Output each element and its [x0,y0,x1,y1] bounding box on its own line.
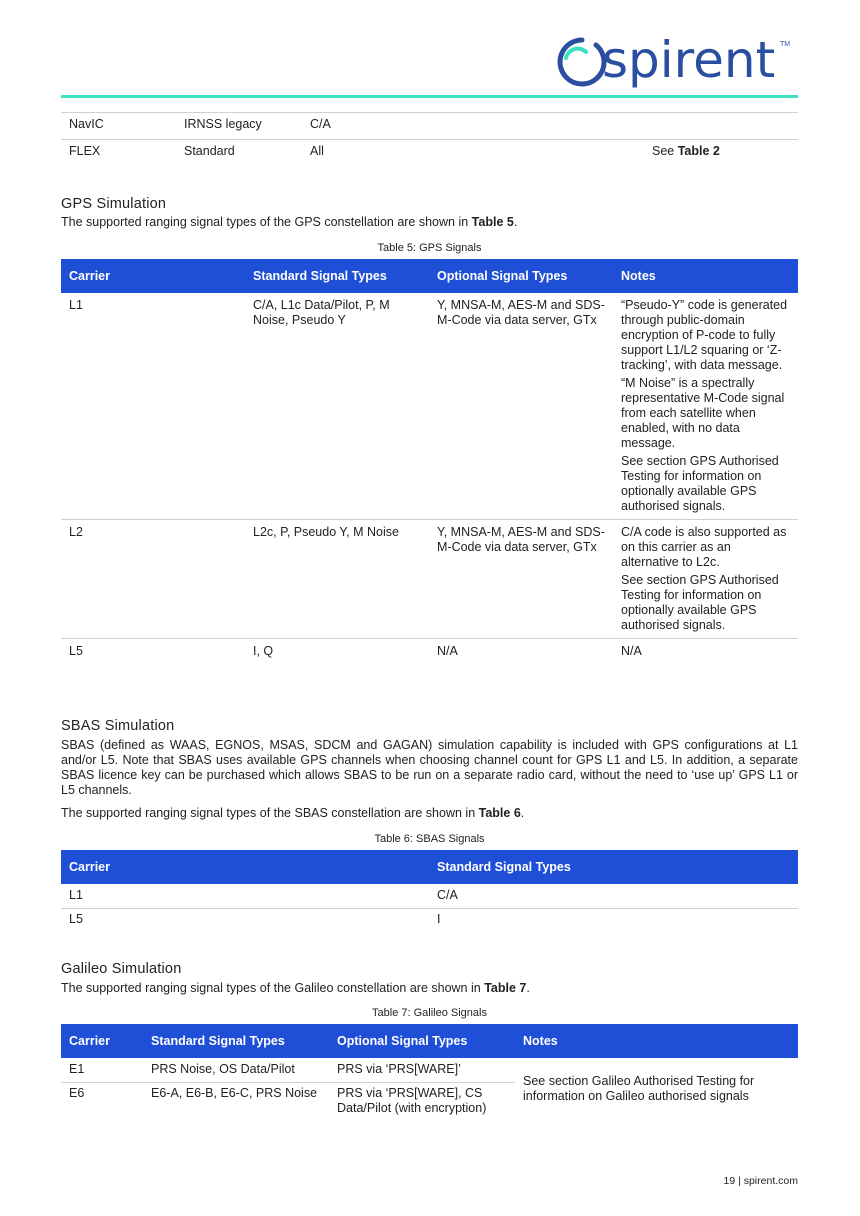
page-header [0,0,860,100]
cell-optional: Y, MNSA-M, AES-M and SDS-M-Code via data server, GTx [429,520,613,639]
cell-carrier: E1 [61,1058,143,1083]
galileo-intro: The supported ranging signal types of the Galileo constellation are shown in Table 7. [61,981,530,995]
table-header-row [61,1024,798,1058]
table-row [61,909,798,933]
cell-note [644,140,798,167]
gps-intro: The supported ranging signal types of the GPS constellation are shown in Table 5. [61,215,518,229]
table-reference: Table 2 [677,144,720,158]
col-optional: Optional Signal Types [329,1024,515,1058]
table-row [61,884,798,909]
trademark-mark: TM [780,41,791,48]
table-row [61,639,798,665]
header-divider [61,95,798,98]
cell-note [644,113,798,140]
sbas-heading: SBAS Simulation [61,718,175,734]
galileo-heading: Galileo Simulation [61,961,182,977]
col-standard: Standard Signal Types [245,259,429,293]
sbas-intro: The supported ranging signal types of the SBAS constellation are shown in Table 6. [61,806,525,820]
cell-system: FLEX [61,140,176,167]
galileo-signals-table [61,1024,798,1121]
table-row [61,293,798,520]
footer-separator: | [738,1175,741,1187]
cell-standard: C/A [429,884,798,909]
table-row [61,140,798,167]
spirent-logo [552,30,797,94]
see-prefix: See [652,144,678,158]
table-row [61,1058,798,1083]
gps-table-caption: Table 5: GPS Signals [377,242,482,254]
col-optional: Optional Signal Types [429,259,613,293]
table-header-row [61,259,798,293]
col-carrier: Carrier [61,1024,143,1058]
cell-signal: All [302,140,644,167]
cell-standard: E6-A, E6-B, E6-C, PRS Noise [151,1086,318,1100]
sbas-table-caption: Table 6: SBAS Signals [374,833,485,845]
page-footer [600,1175,798,1187]
col-carrier: Carrier [61,259,245,293]
cell-carrier: E6 [69,1086,85,1100]
col-notes: Notes [515,1024,798,1058]
cell-standard: I [437,912,441,926]
gps-signals-table [61,259,798,664]
cell-notes: N/A [621,644,642,658]
cell-carrier: L5 [69,912,83,926]
cell-optional: PRS via ‘PRS[WARE]’ [329,1058,515,1083]
gps-heading: GPS Simulation [61,196,167,212]
logo-wordmark: spirent [602,31,776,89]
table-row [61,113,798,140]
cell-notes: “Pseudo-Y” code is generated through public-domain encryption of P-code to fully support L1/L2 squaring or ‘Z-tracking’, with data message. “M Noise” is a spectrally representative M-Code signal from each satellite when enabled, with no data message. See section GPS Authorised Testing for information on optionally available GPS authorised signals. [613,293,798,520]
footer-website: spirent.com [743,1175,798,1187]
table-row [61,520,798,639]
col-standard: Standard Signal Types [429,850,798,884]
galileo-table-caption: Table 7: Galileo Signals [372,1007,487,1019]
cell-standard: PRS Noise, OS Data/Pilot [143,1058,329,1083]
cell-carrier: L1 [61,293,245,520]
cell-signal: C/A [302,113,644,140]
cell-notes: C/A code is also supported as on this carrier as an alternative to L2c. See section GPS Authorised Testing for information on optionally available GPS authorised signals. [613,520,798,639]
page-number: 19 [723,1175,736,1187]
cell-system: NavIC [61,113,176,140]
cell-carrier: L2 [61,520,245,639]
cell-type: IRNSS legacy [176,113,302,140]
sbas-signals-table [61,850,798,932]
cell-carrier: L1 [61,884,429,909]
cell-notes: See section Galileo Authorised Testing for information on Galileo authorised signals [523,1073,755,1103]
col-standard: Standard Signal Types [143,1024,329,1058]
cell-standard: I, Q [253,644,274,658]
col-carrier: Carrier [61,850,429,884]
table-header-row [61,850,798,884]
cell-standard: L2c, P, Pseudo Y, M Noise [245,520,429,639]
cell-optional: PRS via ‘PRS[WARE], CS Data/Pilot (with encryption) [337,1086,487,1115]
cell-optional: N/A [437,644,458,658]
cell-type: Standard [176,140,302,167]
cell-optional: Y, MNSA-M, AES-M and SDS-M-Code via data server, GTx [429,293,613,520]
cell-carrier: L5 [69,644,83,658]
cell-standard: C/A, L1c Data/Pilot, P, M Noise, Pseudo Y [245,293,429,520]
continued-signal-table [61,112,798,166]
col-notes: Notes [613,259,798,293]
sbas-description: SBAS (defined as WAAS, EGNOS, MSAS, SDCM and GAGAN) simulation capability is included with GPS configurations at L1 and/or L5. Note that SBAS uses available GPS channels when choosing channel count for GPS L1 and L5. In addition, a separate SBAS licence key can be purchased which allows SBAS to be run on a separate radio card, without the need to ‘use up’ GPS L1 or L5 channels. [61,738,798,797]
